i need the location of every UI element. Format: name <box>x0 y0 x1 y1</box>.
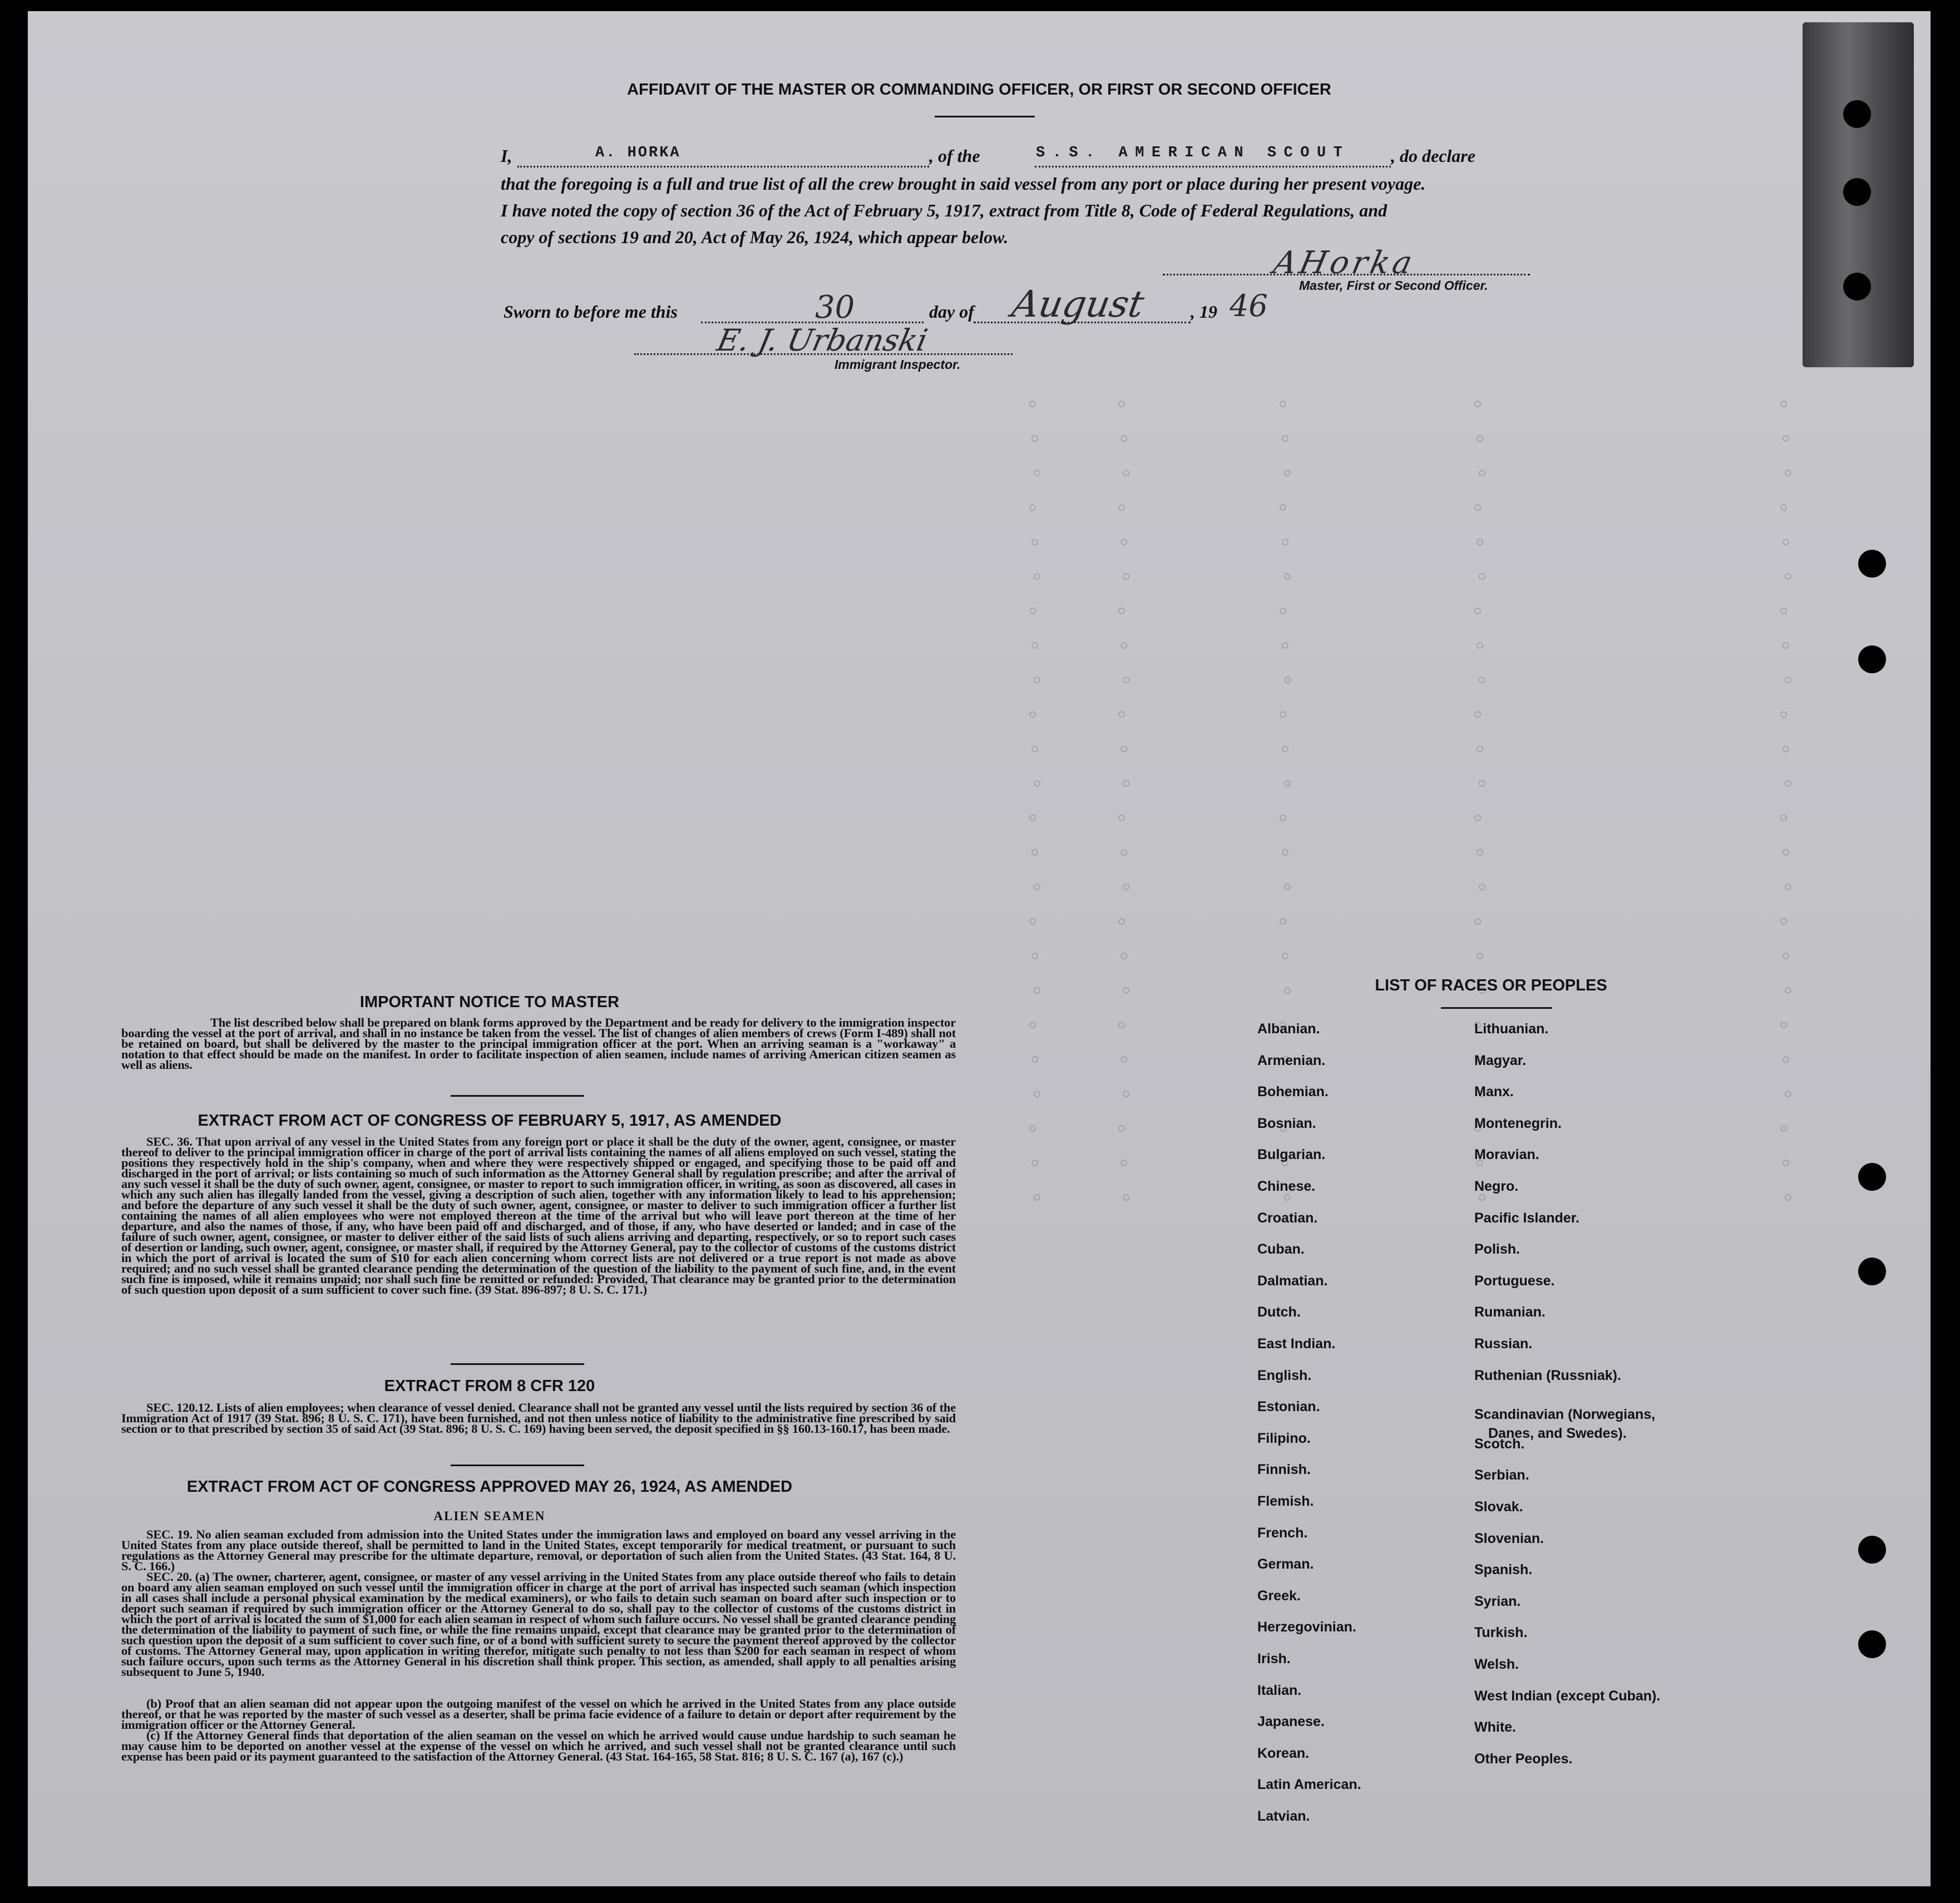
notice-body: The list described below shall be prepared on blank forms approved by the Department and be ready for delivery to the immigration inspector boarding the vessel at the port of arrival, and shall in no instance be taken from the vessel. The list of changes of alien members of crews (Form I-489) shall not be retained on board, but shall be delivered by the master to the principal immigration officer at the port. When an arriving seaman is a "workaway" a notation to that effect should be made on the manifest. In order to facilitate inspection of alien seamen, include names of arriving American citizen seamen as well as aliens. <box>121 1015 956 1072</box>
bleed-through-dot <box>1479 677 1485 683</box>
race-item: Bohemian. <box>1257 1084 1329 1100</box>
punch-hole <box>1858 1630 1886 1658</box>
bleed-through-dot <box>1479 780 1485 787</box>
bleed-through-dot <box>1783 642 1789 649</box>
bleed-through-dot <box>1780 1022 1787 1028</box>
master-signature: AHorka <box>1270 245 1419 281</box>
sworn-label: Sworn to before me this <box>503 302 678 322</box>
bleed-through-dot <box>1783 953 1789 959</box>
punch-hole <box>1858 1163 1886 1191</box>
race-item: Slovenian. <box>1474 1530 1544 1546</box>
bleed-through-dot <box>1031 953 1038 959</box>
divider <box>451 1363 584 1365</box>
extract-1924-sec20a: SEC. 20. (a) The owner, charterer, agent, consignee, or master of any vessel arriving in the United States from any place outside thereof who fails to detain on board any alien seaman employed on such vessel until the immigration officer in charge at the port of arrival has inspected such seaman (which inspection in all cases shall include a personal physical examination by the medical examiners), or who fails to detain such seaman on board after such inspection or to deport such seaman if required by such immigration officer or the Attorney General to do so, shall pay to the collector of customs of the customs district in which the port of arrival is located the sum of $1,000 for each alien seaman in respect of whom such failure occurs. No vessel shall be granted clearance pending the determination of the liability to payment of such fine, or while the fine remains unpaid, except that clearance may be granted prior to the determination of such question upon the deposit of a sum sufficient to cover such fine, or of a bond with sufficient surety to secure the payment thereof approved by the collector of customs. The Attorney General may, upon application in writing therefor, mitigate such penalty to not less than $200 for each seaman in respect of whom such failure occurs, upon such terms as the Attorney General in his discretion shall think proper. This section, as amended, shall apply to all penalties arising subsequent to June 5, 1940. <box>121 1570 956 1679</box>
race-item: Latin American. <box>1257 1777 1361 1793</box>
bleed-through-dot <box>1280 504 1286 511</box>
bleed-through-dot <box>1474 711 1481 718</box>
bleed-through-dot <box>1280 401 1286 407</box>
bleed-through-dot <box>1477 642 1483 649</box>
bleed-through-dot <box>1282 746 1288 752</box>
bleed-through-dot <box>1780 711 1787 718</box>
bleed-through-dot <box>1120 1160 1127 1166</box>
punch-hole <box>1858 1258 1886 1285</box>
race-item: Japanese. <box>1257 1714 1325 1730</box>
inspector-signature: E. J. Urbanski <box>714 323 931 358</box>
bleed-through-dot <box>1284 573 1291 580</box>
bleed-through-dot <box>1280 918 1286 925</box>
race-item: Portuguese. <box>1474 1273 1555 1289</box>
bleed-through-dot <box>1477 746 1483 752</box>
bleed-through-dot <box>1123 573 1129 580</box>
race-item: Dalmatian. <box>1257 1273 1328 1289</box>
bleed-through-dot <box>1118 608 1125 614</box>
race-item: Danes, and Swedes). <box>1488 1426 1627 1442</box>
extract-cfr-title: EXTRACT FROM 8 CFR 120 <box>384 1377 595 1395</box>
race-item: Greek. <box>1257 1588 1301 1604</box>
race-item: White. <box>1474 1719 1516 1736</box>
punch-hole <box>1858 550 1886 578</box>
race-item: Albanian. <box>1257 1021 1320 1037</box>
bleed-through-dot <box>1123 470 1129 476</box>
bleed-through-dot <box>1474 504 1481 511</box>
bleed-through-dot <box>1034 1194 1040 1201</box>
race-item: Chinese. <box>1257 1179 1316 1194</box>
race-item: Armenian. <box>1257 1052 1326 1068</box>
race-item: Dutch. <box>1257 1304 1301 1320</box>
race-item: Magyar. <box>1474 1052 1527 1068</box>
bleed-through-dot <box>1120 953 1127 959</box>
races-title: LIST OF RACES OR PEOPLES <box>1375 977 1607 994</box>
sworn-year-prefix: , 19 <box>1191 302 1217 322</box>
bleed-through-dot <box>1029 1022 1036 1028</box>
affidavit-title: AFFIDAVIT OF THE MASTER OR COMMANDING OFFICER, OR FIRST OR SECOND OFFICER <box>627 81 1331 98</box>
bleed-through-dot <box>1474 815 1481 821</box>
bleed-through-dot <box>1120 1056 1127 1063</box>
race-item: Finnish. <box>1257 1462 1311 1478</box>
inspector-caption: Immigrant Inspector. <box>835 357 961 372</box>
bleed-through-dot <box>1780 815 1787 821</box>
bleed-through-dot <box>1029 815 1036 821</box>
master-name-field: A. HORKA <box>595 145 681 161</box>
bleed-through-dot <box>1120 849 1127 856</box>
title-rule <box>935 116 1035 117</box>
bleed-through-dot <box>1034 573 1040 580</box>
bleed-through-dot <box>1284 780 1291 787</box>
race-item: West Indian (except Cuban). <box>1474 1688 1661 1704</box>
bleed-through-dot <box>1031 1160 1038 1166</box>
bleed-through-dot <box>1029 504 1036 511</box>
bleed-through-dot <box>1780 918 1787 925</box>
master-caption: Master, First or Second Officer. <box>1299 278 1488 293</box>
bleed-through-dot <box>1474 401 1481 407</box>
race-item: Russian. <box>1474 1336 1533 1352</box>
bleed-through-dot <box>1118 815 1125 821</box>
bleed-through-dot <box>1783 1160 1789 1166</box>
race-item: Herzegovinian. <box>1257 1619 1356 1635</box>
bleed-through-dot <box>1477 539 1483 545</box>
bleed-through-dot <box>1284 987 1291 994</box>
bleed-through-dot <box>1029 608 1036 614</box>
affidavit-line-4: copy of sections 19 and 20, Act of May 26, 1924, which appear below. <box>501 227 1009 247</box>
divider <box>451 1465 584 1466</box>
bleed-through-dot <box>1284 884 1291 890</box>
bleed-through-dot <box>1780 608 1787 614</box>
extract-cfr-body: SEC. 120.12. Lists of alien employees; when clearance of vessel denied. Clearance shall not be granted any vessel until the lists required by section 36 of the Immigration Act of 1917 (39 Stat. 896; 8 U. S. C. 171), have been furnished, and not then unless notice of liability to the administrative fine prescribed by said section or to that prescribed by section 35 of said Act (39 Stat. 896; 8 U. S. C. 169) having been served, the deposit specified in §§ 160.13-160.17, has been made. <box>121 1401 956 1436</box>
race-item: Serbian. <box>1474 1467 1529 1483</box>
bleed-through-dot <box>1280 711 1286 718</box>
race-item: Bosnian. <box>1257 1115 1316 1131</box>
bleed-through-dot <box>1479 573 1485 580</box>
affidavit-pronoun: I, <box>501 146 512 166</box>
bleed-through-dot <box>1123 677 1129 683</box>
affidavit-of-the: , of the <box>929 146 980 166</box>
race-item: Lithuanian. <box>1474 1021 1549 1037</box>
bleed-through-dot <box>1282 435 1288 442</box>
bleed-through-dot <box>1034 987 1040 994</box>
vessel-name-line <box>1035 166 1391 167</box>
race-item: Moravian. <box>1474 1147 1539 1163</box>
bleed-through-dot <box>1284 677 1291 683</box>
bleed-through-dot <box>1034 677 1040 683</box>
race-item: Negro. <box>1474 1179 1519 1194</box>
bleed-through-dot <box>1031 1056 1038 1063</box>
bleed-through-dot <box>1031 435 1038 442</box>
bleed-through-dot <box>1284 1194 1291 1201</box>
bleed-through-dot <box>1034 884 1040 890</box>
bleed-through-dot <box>1029 711 1036 718</box>
bleed-through-dot <box>1280 815 1286 821</box>
bleed-through-dot <box>1479 470 1485 476</box>
race-item: Cuban. <box>1257 1241 1305 1258</box>
notice-title: IMPORTANT NOTICE TO MASTER <box>359 993 620 1011</box>
affidavit-line-3: I have noted the copy of section 36 of the Act of February 5, 1917, extract from Title 8, Code of Federal Regulations, and <box>501 200 1388 220</box>
bleed-through-dot <box>1034 780 1040 787</box>
race-item: Filipino. <box>1257 1430 1311 1446</box>
race-item: German. <box>1257 1556 1314 1572</box>
bleed-through-dot <box>1785 470 1791 476</box>
document-page <box>28 11 1931 1886</box>
bleed-through-dot <box>1280 608 1286 614</box>
bleed-through-dot <box>1479 1194 1485 1201</box>
bleed-through-dot <box>1118 1022 1125 1028</box>
race-item: Scotch. <box>1474 1436 1525 1452</box>
extract-1924-sec20b: (b) Proof that an alien seaman did not appear upon the outgoing manifest of the vessel on which he arrived in the United States from any place outside thereof, or that he was reported by the master of such vessel as a deserter, shall be prima facie evidence of a failure to detain or deport after requirement by the immigration officer or the Attorney General. <box>121 1697 956 1732</box>
extract-1924-sec19: SEC. 19. No alien seaman excluded from admission into the United States under the immigration laws and employed on board any vessel arriving in the United States from any place outside thereof, shall be permitted to land in the United States, except temporarily for medical treatment, or pursuant to such regulations as the Attorney General may prescribe for the ultimate departure, removal, or deportation of such alien from the United States. (43 Stat. 164, 8 U. S. C. 166.) <box>121 1527 956 1573</box>
bleed-through-dot <box>1282 539 1288 545</box>
race-item: Pacific Islander. <box>1474 1210 1579 1226</box>
race-item: Scandinavian (Norwegians, <box>1474 1407 1656 1423</box>
bleed-through-dot <box>1783 435 1789 442</box>
bleed-through-dot <box>1282 849 1288 856</box>
bleed-through-dot <box>1783 746 1789 752</box>
bleed-through-dot <box>1783 539 1789 545</box>
extract-1917-body: SEC. 36. That upon arrival of any vessel in the United States from any foreign port or place it shall be the duty of the owner, agent, consignee, or master thereof to deliver to the principal immigration officer in charge of the port of arrival lists containing the names of all aliens employed on such vessel, stating the positions they respectively hold in the ship's company, when and where they were respectively shipped or engaged, and specifying those to be paid off and discharged in the port of arrival; or lists containing so much of such information as the Attorney General shall by regulation prescribe; and after the arrival of any such vessel it shall be the duty of such owner, agent, consignee, or master to report to such immigration officer, in writing, as soon as discovered, all cases in which any such alien has illegally landed from the vessel, giving a description of such alien, together with any information likely to lead to his apprehension; and before the departure of any such vessel it shall be the duty of such owner, agent, consignee, or master to deliver to such immigration officer a further list containing the names of all alien employees who were not employed thereon at the time of the arrival but who will leave port thereon at the time of her departure, and also the names of those, if any, who have been paid off and discharged, and of those, if any, who have deserted or landed; and in case of the failure of such owner, agent, consignee, or master to deliver either of the said lists of such aliens arriving and departing, respectively, or so to report such cases of desertion or landing, such owner, agent, consignee, or master shall, if required by the Attorney General, pay to the collector of customs of the customs district in which the port of arrival is located the sum of $10 for each alien concerning whom correct lists are not delivered or a true report is not made as above required; and no such vessel shall be granted clearance pending the determination of the question of the liability to the payment of such fine, and, in the event such fine is imposed, while it remains unpaid; nor shall such fine be remitted or refunded: Provided, That clearance may be granted prior to the determination of such question upon deposit of a sum sufficient to cover such fine. (39 Stat. 896-897; 8 U. S. C. 171.) <box>121 1135 956 1296</box>
bleed-through-dot <box>1118 504 1125 511</box>
bleed-through-dot <box>1123 987 1129 994</box>
extract-1924-title: EXTRACT FROM ACT OF CONGRESS APPROVED MAY 26, 1924, AS AMENDED <box>186 1478 793 1496</box>
bleed-through-dot <box>1118 1125 1125 1132</box>
bleed-through-dot <box>1474 918 1481 925</box>
bleed-through-dot <box>1120 435 1127 442</box>
bleed-through-dot <box>1031 849 1038 856</box>
race-item: Syrian. <box>1474 1593 1521 1609</box>
bleed-through-dot <box>1785 1091 1791 1097</box>
bleed-through-dot <box>1031 539 1038 545</box>
bleed-through-dot <box>1123 1194 1129 1201</box>
race-item: Korean. <box>1257 1745 1310 1761</box>
bleed-through-dot <box>1785 884 1791 890</box>
bleed-through-dot <box>1282 953 1288 959</box>
race-item: Other Peoples. <box>1474 1751 1573 1767</box>
race-item: French. <box>1257 1525 1308 1541</box>
races-title-rule <box>1441 1007 1552 1009</box>
bleed-through-dot <box>1282 642 1288 649</box>
race-item: Welsh. <box>1474 1657 1519 1672</box>
bleed-through-dot <box>1785 987 1791 994</box>
punch-hole <box>1843 273 1871 300</box>
bleed-through-dot <box>1785 1194 1791 1201</box>
bleed-through-dot <box>1118 401 1125 407</box>
extract-1924-sec20c: (c) If the Attorney General finds that deportation of the alien seaman on the vessel on which he arrived would cause undue hardship to such seaman he may cause him to be deported on another vessel at the expense of the vessel on which he arrived, and such vessel shall not be granted clearance until such expense has been paid or its payment guaranteed to the satisfaction of the Attorney General. (43 Stat. 164-165, 58 Stat. 816; 8 U. S. C. 167 (a), 167 (c).) <box>121 1728 956 1763</box>
race-item: Ruthenian (Russniak). <box>1474 1367 1621 1383</box>
bleed-through-dot <box>1785 677 1791 683</box>
sworn-year: 46 <box>1230 288 1268 323</box>
bleed-through-dot <box>1780 401 1787 407</box>
race-item: Slovak. <box>1474 1499 1523 1515</box>
sworn-day-of: day of <box>929 302 974 322</box>
bleed-through-dot <box>1118 711 1125 718</box>
race-item: Turkish. <box>1474 1625 1528 1641</box>
bleed-through-dot <box>1034 1091 1040 1097</box>
bleed-through-dot <box>1029 1125 1036 1132</box>
bleed-through-dot <box>1123 1091 1129 1097</box>
bleed-through-dot <box>1031 642 1038 649</box>
bleed-through-dot <box>1780 1125 1787 1132</box>
bleed-through-dot <box>1477 849 1483 856</box>
bleed-through-dot <box>1118 918 1125 925</box>
vessel-name-field: S.S. AMERICAN SCOUT <box>1036 145 1350 161</box>
bleed-through-dot <box>1785 573 1791 580</box>
divider <box>451 1095 584 1097</box>
bleed-through-dot <box>1031 746 1038 752</box>
affidavit-line-2: that the foregoing is a full and true list of all the crew brought in said vessel from any port or place during her present voyage. <box>501 174 1426 194</box>
bleed-through-dot <box>1123 780 1129 787</box>
punch-hole <box>1843 178 1871 206</box>
race-item: Spanish. <box>1474 1562 1533 1578</box>
bleed-through-dot <box>1123 884 1129 890</box>
bleed-through-dot <box>1120 642 1127 649</box>
bleed-through-dot <box>1477 953 1483 959</box>
race-item: English. <box>1257 1367 1312 1383</box>
punch-hole <box>1843 100 1871 128</box>
race-item: Irish. <box>1257 1651 1291 1667</box>
race-item: Croatian. <box>1257 1210 1318 1226</box>
master-name-line <box>517 166 929 167</box>
bleed-through-dot <box>1479 884 1485 890</box>
bleed-through-dot <box>1783 1056 1789 1063</box>
extract-1924-subtitle: ALIEN SEAMEN <box>433 1509 546 1523</box>
bleed-through-dot <box>1477 435 1483 442</box>
bleed-through-dot <box>1029 918 1036 925</box>
punch-hole <box>1858 1536 1886 1564</box>
race-item: Bulgarian. <box>1257 1147 1326 1163</box>
race-item: Flemish. <box>1257 1493 1314 1509</box>
bleed-through-dot <box>1785 780 1791 787</box>
race-item: Manx. <box>1474 1084 1514 1100</box>
bleed-through-dot <box>1780 504 1787 511</box>
bleed-through-dot <box>1034 470 1040 476</box>
sworn-month: August <box>1009 283 1148 326</box>
punch-hole <box>1858 645 1886 673</box>
race-item: Montenegrin. <box>1474 1115 1562 1131</box>
race-item: Italian. <box>1257 1682 1302 1698</box>
affidavit-declare: , do declare <box>1391 146 1475 166</box>
race-item: Latvian. <box>1257 1808 1310 1824</box>
bleed-through-dot <box>1783 849 1789 856</box>
race-item: Estonian. <box>1257 1399 1320 1415</box>
race-item: East Indian. <box>1257 1336 1336 1352</box>
race-item: Polish. <box>1474 1241 1520 1258</box>
bleed-through-dot <box>1029 401 1036 407</box>
bleed-through-dot <box>1474 608 1481 614</box>
race-item: Rumanian. <box>1474 1304 1546 1320</box>
bleed-through-dot <box>1284 470 1291 476</box>
bleed-through-dot <box>1120 539 1127 545</box>
bleed-through-dot <box>1120 746 1127 752</box>
extract-1917-title: EXTRACT FROM ACT OF CONGRESS OF FEBRUARY 5, 1917, AS AMENDED <box>198 1112 782 1130</box>
sworn-day: 30 <box>815 289 855 326</box>
